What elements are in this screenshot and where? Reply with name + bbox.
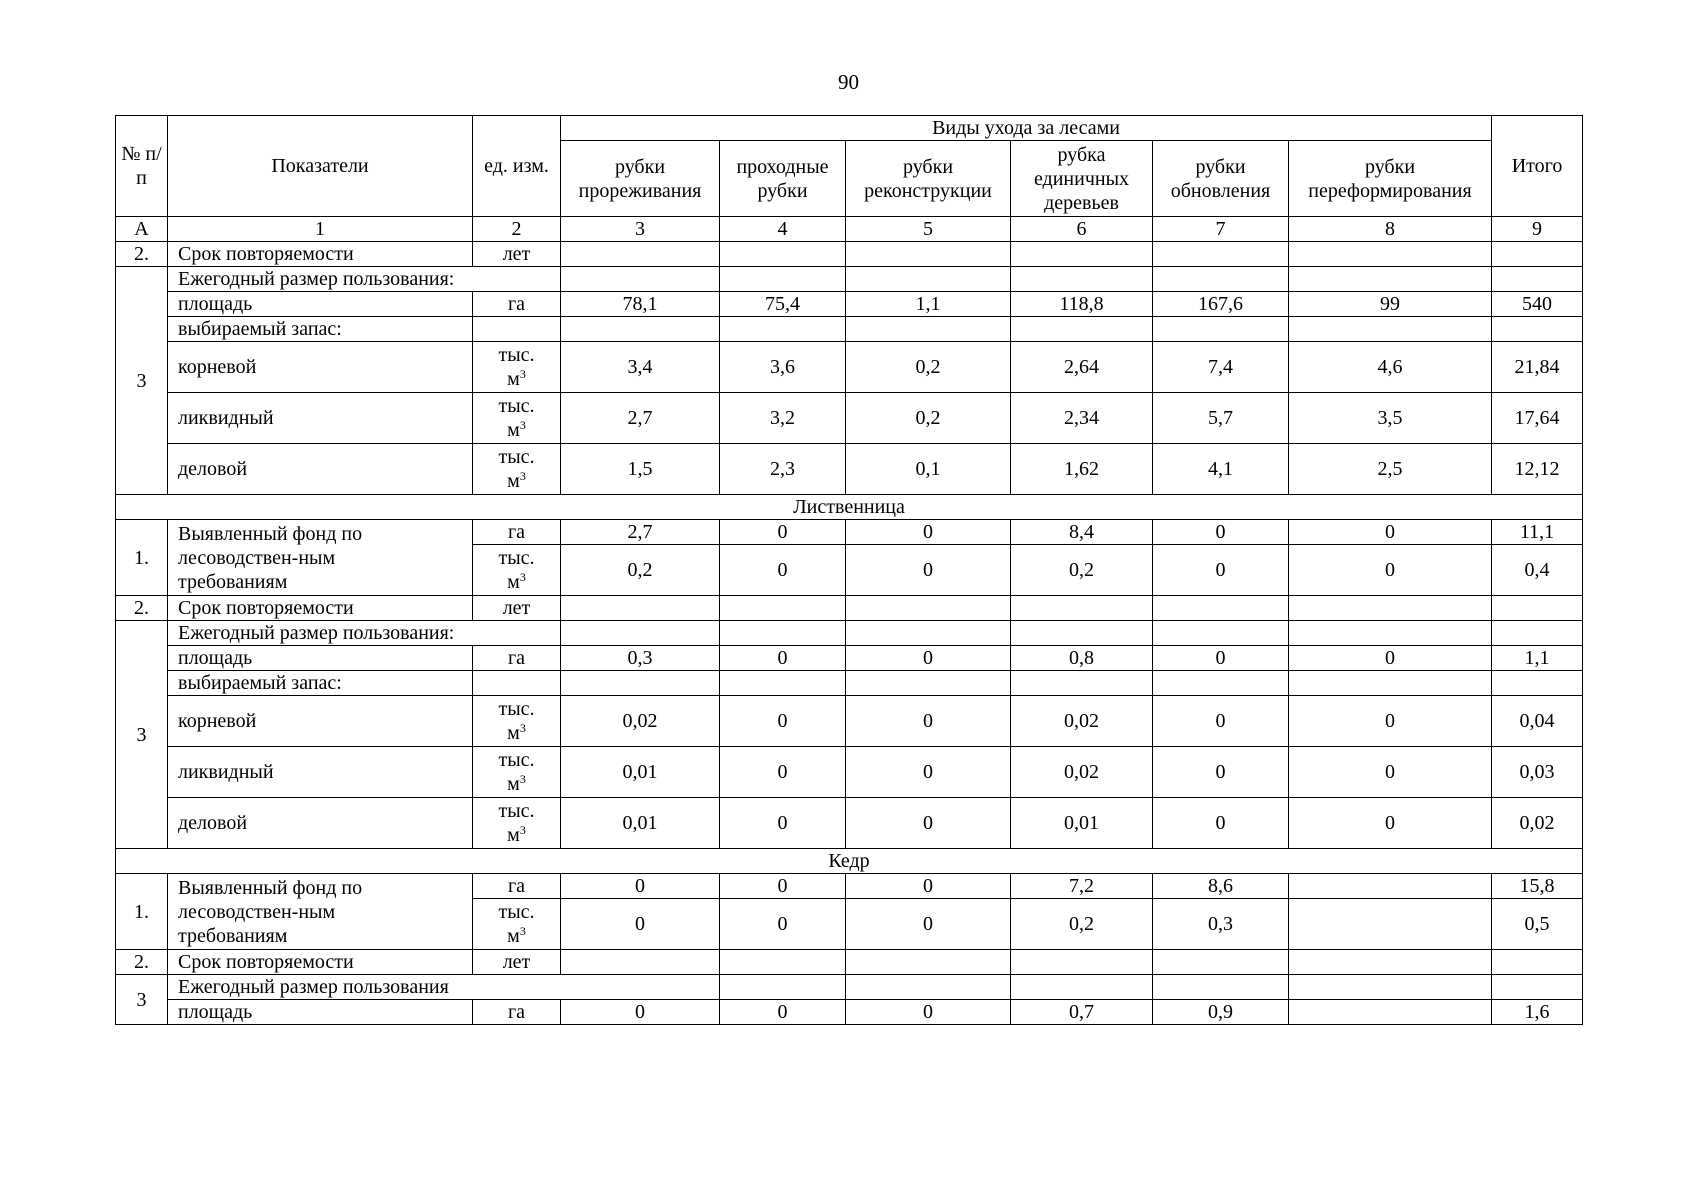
row-number: 3 [116, 267, 168, 495]
cell-value: 0,1 [846, 444, 1011, 495]
row-unit: тыс. $м^3$ [473, 798, 561, 849]
section-row [116, 849, 1583, 874]
cell-value [1289, 899, 1492, 950]
cell-value: 0,01 [561, 798, 720, 849]
row-number: 3 [116, 975, 168, 1025]
row-label: деловой [168, 444, 473, 495]
col-number: 7 [1153, 217, 1289, 242]
cell-value: 7,4 [1153, 342, 1289, 393]
cell-value: 0,02 [561, 696, 720, 747]
cell-value: 0,7 [1011, 1000, 1153, 1025]
row-label: Ежегодный размер пользования: [168, 621, 561, 646]
table-row [116, 267, 1583, 292]
row-unit: тыс. $м^3$ [473, 747, 561, 798]
cell-value: 75,4 [720, 292, 846, 317]
cell-value: 118,8 [1011, 292, 1153, 317]
cell-value: 3,5 [1289, 393, 1492, 444]
row-unit: лет [473, 950, 561, 975]
row-label: Выявленный фонд по лесоводствен-ным требованиям [168, 874, 473, 950]
cell-value: 7,2 [1011, 874, 1153, 899]
cell-value: 0 [1289, 696, 1492, 747]
cell-value: 78,1 [561, 292, 720, 317]
col-number: 2 [473, 217, 561, 242]
cell-value: 3,2 [720, 393, 846, 444]
row-unit: тыс. $м^3$ [473, 899, 561, 950]
cell-value: 0,4 [1492, 545, 1583, 596]
cell-value: 0 [846, 696, 1011, 747]
cell-value: 0,2 [1011, 899, 1153, 950]
col-number: 9 [1492, 217, 1583, 242]
cell-value [1289, 1000, 1492, 1025]
cell-value: 0 [1289, 646, 1492, 671]
cell-value: 1,1 [846, 292, 1011, 317]
cell-value: 0 [561, 899, 720, 950]
cell-value: 0,02 [1011, 696, 1153, 747]
cell-value: 167,6 [1153, 292, 1289, 317]
header-total: Итого [1492, 116, 1583, 217]
section-title-larch: Лиственница [116, 495, 1583, 520]
cell-value [1289, 874, 1492, 899]
header-type: рубка единичных деревьев [1011, 141, 1153, 217]
cell-value: 0 [720, 545, 846, 596]
row-unit: тыс. $м^3$ [473, 545, 561, 596]
row-label: ликвидный [168, 393, 473, 444]
row-number: 2. [116, 950, 168, 975]
row-label: Ежегодный размер пользования: [168, 267, 561, 292]
col-number: 8 [1289, 217, 1492, 242]
header-type: рубки прореживания [561, 141, 720, 217]
row-number: 2. [116, 596, 168, 621]
row-unit: тыс. $м^3$ [473, 393, 561, 444]
header-no: № п/п [116, 116, 168, 217]
row-label: Срок повторяемости [168, 242, 473, 267]
col-number: 6 [1011, 217, 1153, 242]
cell-value: 2,64 [1011, 342, 1153, 393]
cell-value: 0 [846, 798, 1011, 849]
header-unit: ед. изм. [473, 116, 561, 217]
cell-value: 0,2 [846, 393, 1011, 444]
cell-value: 0,02 [1492, 798, 1583, 849]
cell-value: 540 [1492, 292, 1583, 317]
table-row [116, 242, 1583, 267]
forest-care-table [115, 115, 1583, 1025]
table-row [116, 696, 1583, 747]
cell-value: 21,84 [1492, 342, 1583, 393]
cell-value: 1,6 [1492, 1000, 1583, 1025]
cell-value: 0 [720, 899, 846, 950]
table-row [116, 798, 1583, 849]
table-row [116, 874, 1583, 899]
col-number: 5 [846, 217, 1011, 242]
cell-value: 2,7 [561, 520, 720, 545]
row-label: площадь [168, 292, 473, 317]
page-number: 90 [838, 70, 859, 94]
cell-value: 0,2 [846, 342, 1011, 393]
row-number: 1. [116, 874, 168, 950]
section-title-cedar: Кедр [116, 849, 1583, 874]
cell-value: 0 [1153, 696, 1289, 747]
cell-value: 2,34 [1011, 393, 1153, 444]
cell-value: 0 [561, 1000, 720, 1025]
row-unit: лет [473, 242, 561, 267]
table-row [116, 342, 1583, 393]
cell-value: 12,12 [1492, 444, 1583, 495]
header-type: рубки обновления [1153, 141, 1289, 217]
row-unit: тыс. $м^3$ [473, 696, 561, 747]
table-row [116, 950, 1583, 975]
cell-value: 1,5 [561, 444, 720, 495]
cell-value: 1,1 [1492, 646, 1583, 671]
col-number: 4 [720, 217, 846, 242]
row-number: 3 [116, 621, 168, 849]
cell-value: 0 [846, 1000, 1011, 1025]
cell-value: 0,02 [1011, 747, 1153, 798]
cell-value: 0 [846, 646, 1011, 671]
cell-value: 0 [1153, 747, 1289, 798]
cell-value: 0 [846, 520, 1011, 545]
row-label: выбираемый запас: [168, 671, 473, 696]
row-unit: га [473, 646, 561, 671]
cell-value: 8,6 [1153, 874, 1289, 899]
section-row [116, 495, 1583, 520]
cell-value: 0,01 [1011, 798, 1153, 849]
row-label: корневой [168, 342, 473, 393]
row-label: Выявленный фонд по лесоводствен-ным требованиям [168, 520, 473, 596]
table-row [116, 317, 1583, 342]
cell-value: 0 [720, 874, 846, 899]
cell-value: 0,01 [561, 747, 720, 798]
cell-value: 0 [720, 747, 846, 798]
cell-value: 1,62 [1011, 444, 1153, 495]
cell-value: 5,7 [1153, 393, 1289, 444]
cell-value: 0 [561, 874, 720, 899]
cell-value: 0,8 [1011, 646, 1153, 671]
table-row [116, 292, 1583, 317]
row-label: Ежегодный размер пользования [168, 975, 720, 1000]
cell-value: 0,3 [1153, 899, 1289, 950]
table-row [116, 646, 1583, 671]
cell-value: 0 [720, 520, 846, 545]
cell-value: 0 [1289, 798, 1492, 849]
header-type: рубки переформирования [1289, 141, 1492, 217]
row-unit: га [473, 1000, 561, 1025]
row-number: 2. [116, 242, 168, 267]
row-label: деловой [168, 798, 473, 849]
cell-value: 0 [720, 798, 846, 849]
cell-value: 0 [846, 899, 1011, 950]
row-label: выбираемый запас: [168, 317, 473, 342]
cell-value: 8,4 [1011, 520, 1153, 545]
cell-value: 0 [1153, 545, 1289, 596]
column-numbers-row [116, 217, 1583, 242]
cell-value: 4,1 [1153, 444, 1289, 495]
table-row [116, 1000, 1583, 1025]
cell-value: 4,6 [1289, 342, 1492, 393]
cell-value: 0 [846, 545, 1011, 596]
table-row [116, 975, 1583, 1000]
col-number: 3 [561, 217, 720, 242]
cell-value: 2,5 [1289, 444, 1492, 495]
table-row [116, 671, 1583, 696]
cell-value: 3,4 [561, 342, 720, 393]
header-type: рубки реконструкции [846, 141, 1011, 217]
table-row [116, 520, 1583, 545]
cell-value: 0 [1289, 520, 1492, 545]
cell-value: 0 [846, 747, 1011, 798]
row-unit: тыс. $м^3$ [473, 342, 561, 393]
cell-value: 17,64 [1492, 393, 1583, 444]
table-row [116, 621, 1583, 646]
row-unit: га [473, 292, 561, 317]
row-label: площадь [168, 1000, 473, 1025]
header-care-types: Виды ухода за лесами [561, 116, 1492, 141]
row-unit: га [473, 874, 561, 899]
table-row [116, 747, 1583, 798]
cell-value: 3,6 [720, 342, 846, 393]
cell-value: 0,5 [1492, 899, 1583, 950]
cell-value: 0,03 [1492, 747, 1583, 798]
row-label: площадь [168, 646, 473, 671]
cell-value: 0,9 [1153, 1000, 1289, 1025]
col-number: 1 [168, 217, 473, 242]
cell-value: 2,7 [561, 393, 720, 444]
row-label: Срок повторяемости [168, 950, 473, 975]
table-row [116, 444, 1583, 495]
cell-value: 2,3 [720, 444, 846, 495]
row-unit: лет [473, 596, 561, 621]
row-label: Срок повторяемости [168, 596, 473, 621]
cell-value: 0 [1153, 646, 1289, 671]
header-type: проходные рубки [720, 141, 846, 217]
cell-value: 0 [846, 874, 1011, 899]
cell-value: 11,1 [1492, 520, 1583, 545]
cell-value: 0 [720, 646, 846, 671]
cell-value: 0,2 [561, 545, 720, 596]
cell-value: 0,2 [1011, 545, 1153, 596]
row-unit: тыс. $м^3$ [473, 444, 561, 495]
row-unit: га [473, 520, 561, 545]
cell-value: 0 [1153, 520, 1289, 545]
cell-value: 0 [720, 696, 846, 747]
cell-value: 0,04 [1492, 696, 1583, 747]
cell-value: 0 [720, 1000, 846, 1025]
row-label: ликвидный [168, 747, 473, 798]
header-indicators: Показатели [168, 116, 473, 217]
table-row [116, 596, 1583, 621]
col-number: А [116, 217, 168, 242]
header-row [116, 116, 1583, 141]
cell-value: 0 [1153, 798, 1289, 849]
cell-value: 0 [1289, 747, 1492, 798]
row-label: корневой [168, 696, 473, 747]
table-row [116, 393, 1583, 444]
cell-value: 99 [1289, 292, 1492, 317]
cell-value: 15,8 [1492, 874, 1583, 899]
row-number: 1. [116, 520, 168, 596]
cell-value: 0 [1289, 545, 1492, 596]
cell-value: 0,3 [561, 646, 720, 671]
